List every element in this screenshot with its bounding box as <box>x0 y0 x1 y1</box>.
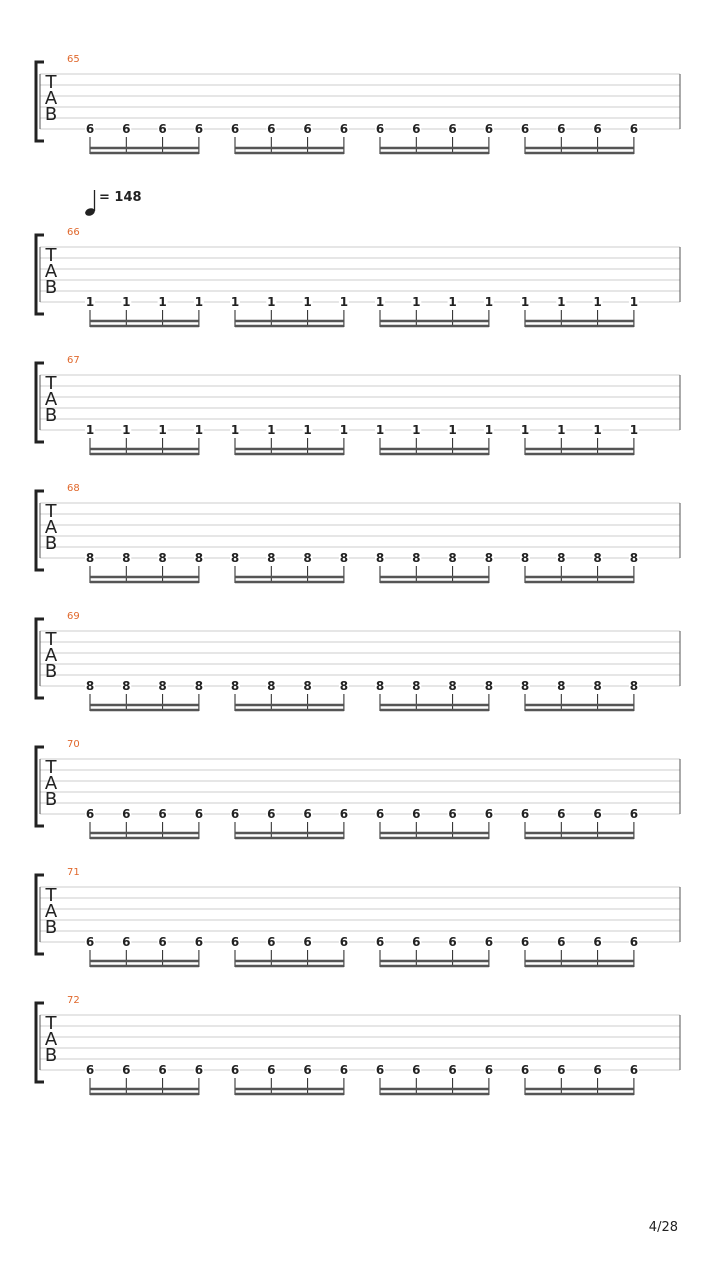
fret-number: 6 <box>448 1063 457 1077</box>
fret-number: 6 <box>593 1063 602 1077</box>
fret-number: 1 <box>593 295 602 309</box>
tab-clef-letter: T <box>45 72 57 93</box>
fret-number: 6 <box>194 935 204 949</box>
fret-number: 6 <box>484 935 494 949</box>
fret-number: 8 <box>85 551 95 565</box>
fret-number: 6 <box>194 122 204 136</box>
fret-number: 1 <box>484 295 494 309</box>
fret-number: 1 <box>122 423 131 437</box>
fret-number: 1 <box>375 423 385 437</box>
fret-number: 1 <box>629 423 639 437</box>
fret-number: 8 <box>557 679 566 693</box>
fret-number: 1 <box>520 295 530 309</box>
fret-number: 6 <box>629 807 639 821</box>
fret-number: 6 <box>557 807 566 821</box>
fret-number: 6 <box>412 807 421 821</box>
fret-number: 1 <box>303 295 312 309</box>
tab-clef-letter: T <box>45 629 57 650</box>
fret-number: 6 <box>593 122 602 136</box>
tab-clef-letter: T <box>45 885 57 906</box>
fret-number: 6 <box>194 1063 204 1077</box>
fret-number: 1 <box>230 295 240 309</box>
fret-number: 1 <box>557 423 566 437</box>
fret-number: 6 <box>484 807 494 821</box>
fret-number: 1 <box>412 423 421 437</box>
fret-number: 6 <box>122 935 131 949</box>
fret-number: 8 <box>303 551 312 565</box>
tab-system <box>36 227 680 327</box>
fret-number: 8 <box>375 551 385 565</box>
fret-number: 6 <box>339 1063 349 1077</box>
tab-clef-letter: B <box>44 533 58 554</box>
fret-number: 8 <box>629 679 639 693</box>
fret-number: 8 <box>557 551 566 565</box>
fret-number: 8 <box>122 679 131 693</box>
fret-number: 6 <box>158 935 167 949</box>
fret-number: 6 <box>122 122 131 136</box>
fret-number: 8 <box>267 551 276 565</box>
fret-number: 6 <box>520 935 530 949</box>
tempo-value: = 148 <box>99 190 142 205</box>
fret-number: 1 <box>593 423 602 437</box>
fret-number: 6 <box>448 935 457 949</box>
fret-number: 6 <box>85 122 95 136</box>
tab-clef-letter: A <box>44 901 58 922</box>
fret-number: 8 <box>158 679 167 693</box>
fret-number: 6 <box>230 935 240 949</box>
tab-clef-letter: B <box>44 789 58 810</box>
fret-number: 1 <box>520 423 530 437</box>
fret-number: 6 <box>412 122 421 136</box>
fret-number: 8 <box>412 551 421 565</box>
fret-number: 1 <box>230 423 240 437</box>
fret-number: 6 <box>230 122 240 136</box>
fret-number: 1 <box>448 423 457 437</box>
tab-clef-letter: A <box>44 389 58 410</box>
fret-number: 8 <box>194 551 204 565</box>
fret-number: 8 <box>339 679 349 693</box>
fret-number: 8 <box>85 679 95 693</box>
fret-number: 6 <box>267 1063 276 1077</box>
fret-number: 6 <box>593 807 602 821</box>
fret-number: 8 <box>158 551 167 565</box>
fret-number: 6 <box>158 1063 167 1077</box>
fret-number: 8 <box>122 551 131 565</box>
tab-clef-letter: T <box>45 373 57 394</box>
fret-number: 8 <box>303 679 312 693</box>
fret-number: 6 <box>85 1063 95 1077</box>
measure-number: 67 <box>67 355 80 366</box>
fret-number: 8 <box>593 551 602 565</box>
tab-clef-letter: T <box>45 757 57 778</box>
fret-number: 1 <box>448 295 457 309</box>
page-number: 4/28 <box>648 1220 678 1235</box>
fret-number: 6 <box>339 807 349 821</box>
fret-number: 6 <box>303 935 312 949</box>
fret-number: 1 <box>122 295 131 309</box>
fret-number: 6 <box>557 122 566 136</box>
tab-clef-letter: B <box>44 277 58 298</box>
fret-number: 8 <box>339 551 349 565</box>
fret-number: 6 <box>375 122 385 136</box>
fret-number: 1 <box>267 423 276 437</box>
fret-number: 6 <box>122 807 131 821</box>
fret-number: 6 <box>375 935 385 949</box>
fret-number: 8 <box>593 679 602 693</box>
tab-clef-letter: A <box>44 773 58 794</box>
fret-number: 6 <box>303 1063 312 1077</box>
tab-clef-letter: B <box>44 1045 58 1066</box>
fret-number: 8 <box>267 679 276 693</box>
tab-clef-letter: B <box>44 405 58 426</box>
measure-number: 69 <box>67 611 80 622</box>
tab-clef-letter: A <box>44 261 58 282</box>
tab-clef-letter: T <box>45 501 57 522</box>
tab-clef-letter: A <box>44 88 58 109</box>
fret-number: 6 <box>230 807 240 821</box>
fret-number: 6 <box>448 807 457 821</box>
measure-number: 72 <box>67 995 80 1006</box>
tab-clef-letter: T <box>45 245 57 266</box>
tab-clef-letter: A <box>44 517 58 538</box>
fret-number: 1 <box>375 295 385 309</box>
fret-number: 8 <box>448 679 457 693</box>
fret-number: 1 <box>85 295 95 309</box>
fret-number: 6 <box>339 122 349 136</box>
fret-number: 6 <box>629 1063 639 1077</box>
fret-number: 6 <box>593 935 602 949</box>
fret-number: 6 <box>339 935 349 949</box>
fret-number: 1 <box>194 423 204 437</box>
fret-number: 8 <box>230 551 240 565</box>
fret-number: 6 <box>412 935 421 949</box>
fret-number: 6 <box>629 935 639 949</box>
fret-number: 1 <box>158 295 167 309</box>
fret-number: 6 <box>303 807 312 821</box>
fret-number: 6 <box>158 122 167 136</box>
fret-number: 8 <box>629 551 639 565</box>
fret-number: 8 <box>484 551 494 565</box>
tab-clef-letter: B <box>44 104 58 125</box>
tab-clef-letter: T <box>45 1013 57 1034</box>
fret-number: 8 <box>520 679 530 693</box>
fret-number: 6 <box>520 122 530 136</box>
fret-number: 8 <box>412 679 421 693</box>
fret-number: 1 <box>339 423 349 437</box>
fret-number: 8 <box>520 551 530 565</box>
tab-clef-letter: B <box>44 661 58 682</box>
fret-number: 6 <box>629 122 639 136</box>
fret-number: 1 <box>484 423 494 437</box>
tab-system <box>36 867 680 967</box>
fret-number: 6 <box>85 807 95 821</box>
fret-number: 6 <box>375 1063 385 1077</box>
fret-number: 1 <box>557 295 566 309</box>
tab-system <box>36 995 680 1095</box>
fret-number: 8 <box>194 679 204 693</box>
fret-number: 6 <box>267 122 276 136</box>
fret-number: 6 <box>484 122 494 136</box>
fret-number: 1 <box>267 295 276 309</box>
measure-number: 66 <box>67 227 80 238</box>
measure-number: 68 <box>67 483 80 494</box>
fret-number: 1 <box>85 423 95 437</box>
tab-system <box>36 54 680 154</box>
fret-number: 6 <box>194 807 204 821</box>
fret-number: 6 <box>557 935 566 949</box>
fret-number: 1 <box>158 423 167 437</box>
tab-clef-letter: B <box>44 917 58 938</box>
fret-number: 8 <box>375 679 385 693</box>
fret-number: 1 <box>412 295 421 309</box>
fret-number: 6 <box>412 1063 421 1077</box>
fret-number: 6 <box>520 807 530 821</box>
fret-number: 6 <box>448 122 457 136</box>
fret-number: 6 <box>85 935 95 949</box>
fret-number: 6 <box>267 807 276 821</box>
fret-number: 1 <box>629 295 639 309</box>
fret-number: 8 <box>484 679 494 693</box>
fret-number: 6 <box>557 1063 566 1077</box>
tab-system <box>36 739 680 839</box>
fret-number: 1 <box>339 295 349 309</box>
fret-number: 6 <box>158 807 167 821</box>
tab-system <box>36 611 680 711</box>
fret-number: 6 <box>230 1063 240 1077</box>
fret-number: 6 <box>267 935 276 949</box>
measure-number: 71 <box>67 867 80 878</box>
tab-clef-letter: A <box>44 1029 58 1050</box>
fret-number: 1 <box>303 423 312 437</box>
fret-number: 6 <box>484 1063 494 1077</box>
measure-number: 70 <box>67 739 80 750</box>
fret-number: 1 <box>194 295 204 309</box>
measure-number: 65 <box>67 54 80 65</box>
fret-number: 8 <box>448 551 457 565</box>
tab-system <box>36 355 680 455</box>
fret-number: 6 <box>303 122 312 136</box>
tab-clef-letter: A <box>44 645 58 666</box>
tab-system <box>36 483 680 583</box>
fret-number: 6 <box>122 1063 131 1077</box>
fret-number: 8 <box>230 679 240 693</box>
fret-number: 6 <box>375 807 385 821</box>
fret-number: 6 <box>520 1063 530 1077</box>
